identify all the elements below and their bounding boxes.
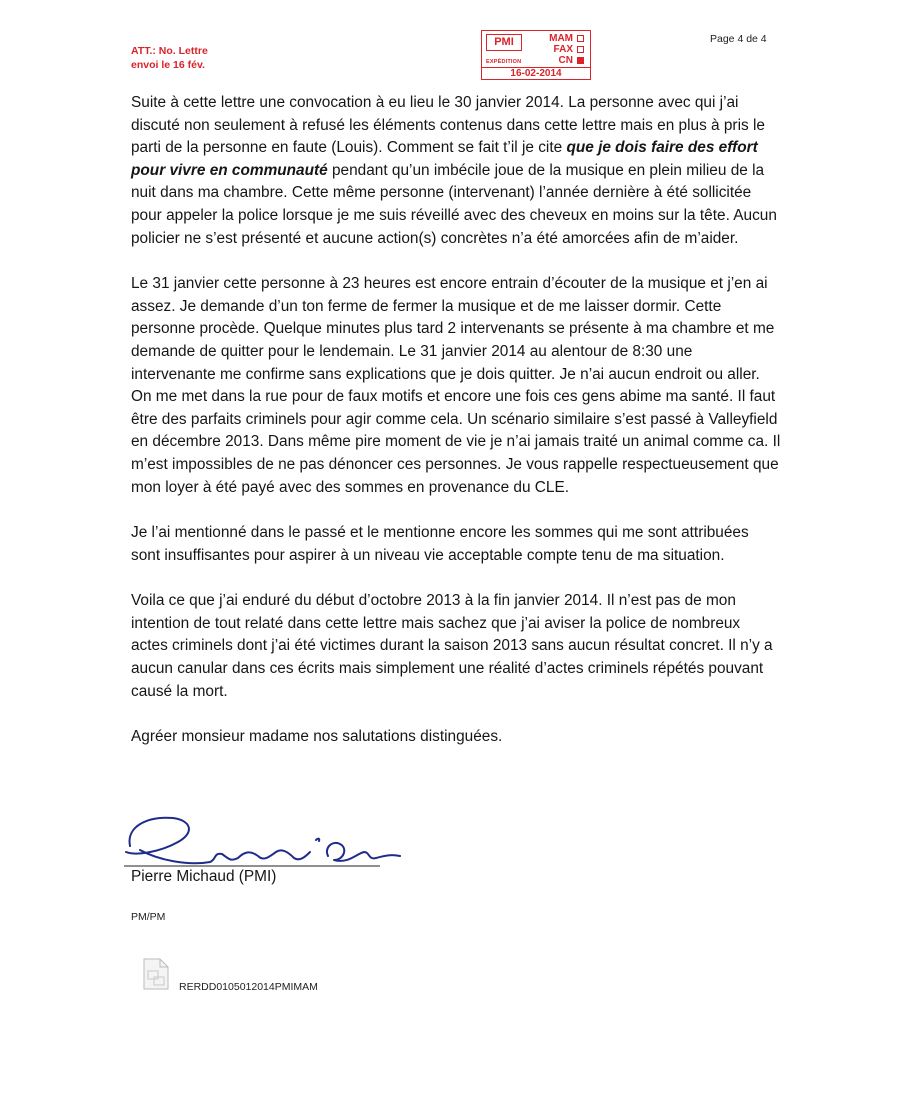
paragraph-1-end: pendant qu’un imbécile joue de la musique en plein milieu de la nuit dans ma chambre. Cette même personne (intervenant) l’année dernière à été sollicitée pour appeler la police lorsque je me suis réveillé avec des cheveux en moins sur la tête. Aucun policier ne s’est présenté et aucune action(s) concrètes n’a été amorcées afin de m’aider. [131, 161, 777, 247]
stamp-option-label: FAX [553, 44, 573, 55]
closing-line: Agréer monsieur madame nos salutations distinguées. [131, 728, 503, 746]
attention-line-1: ATT.: No. Lettre [131, 45, 208, 57]
paragraph-2: Le 31 janvier cette personne à 23 heures est encore entrain d’écouter de la musique et j’en ai assez. Je demande d’un ton ferme de fermer la musique et de me laisser dormir. Cette personne procède. Quelque minutes plus tard 2 intervenants se présente à ma chambre et me demande de quitter pour le lendemain. Le 31 janvier 2014 au alentour de 8:30 une intervenante me confirme sans explications que je dois quitter. Je n’ai aucun endroit ou aller. On me met dans la rue pour de faux motifs et encore une fois ces gens abime ma santé. Il faut être des parfaits criminels pour agir comme cela. Un scénario similaire s’est passé à Valleyfield en décembre 2013. Dans même pire moment de vie je n’ai jamais traité un animal comme ca. Il m’est impossibles de ne pas dénoncer ces personnes. Je vous rappelle respectueusement que mon loyer à été payé avec des sommes en provenance du CLE. [131, 275, 781, 496]
paragraph-1 [131, 92, 781, 250]
stamp-code: PMI [486, 34, 522, 51]
stamp-option-label: MAM [549, 33, 573, 44]
attention-line-2: envoi le 16 fév. [131, 59, 205, 71]
attention-note [131, 44, 208, 72]
document-icon [142, 957, 172, 991]
stamp-option-cn [559, 55, 584, 66]
handwritten-signature [118, 812, 418, 872]
document-reference: RERDD0105012014PMIMAM [179, 981, 318, 993]
paragraph-4: Voila ce que j’ai enduré du début d’octobre 2013 à la fin janvier 2014. Il n’est pas de mon intention de tout relaté dans cette lettre mais sachez que j’ai aviser la police de nombreux actes criminels dont j’ai été victimes durant la saison 2013 sans aucun résultat concret. Il n’y a aucun canular dans ces écrits mais simplement une réalité d’actes criminels répétés pouvant causé la mort. [131, 592, 773, 700]
signer-name: Pierre Michaud (PMI) [131, 868, 277, 885]
checkbox-filled-icon [577, 57, 584, 64]
stamp-expedition-label: EXPÉDITION [486, 59, 522, 65]
stamp-option-mam [549, 33, 584, 44]
dispatch-stamp [481, 30, 591, 80]
stamp-option-fax [554, 44, 584, 55]
letter-body [131, 92, 781, 772]
paragraph-1-start: Suite à cette lettre une convocation à eu lieu le 30 janvier 2014. La personne avec qui j’ai discuté non seulement à refusé les éléments contenus dans cette lettre mais en plus à pris le parti de la personne en faute (Louis). Comment se fait t’il je cite [131, 94, 765, 157]
typist-initials: PM/PM [131, 911, 166, 923]
page-number: Page 4 de 4 [710, 33, 767, 45]
checkbox-empty-icon [577, 46, 584, 53]
stamp-option-label: CN [558, 55, 573, 66]
paragraph-3: Je l’ai mentionné dans le passé et le mentionne encore les sommes qui me sont attribuées sont insuffisantes pour aspirer à un niveau vie acceptable compte tenu de ma situation. [131, 524, 749, 564]
quoted-emphasis: que je dois faire des effort pour vivre en communauté [131, 139, 758, 179]
stamp-date: 16-02-2014 [482, 67, 590, 80]
checkbox-empty-icon [577, 35, 584, 42]
